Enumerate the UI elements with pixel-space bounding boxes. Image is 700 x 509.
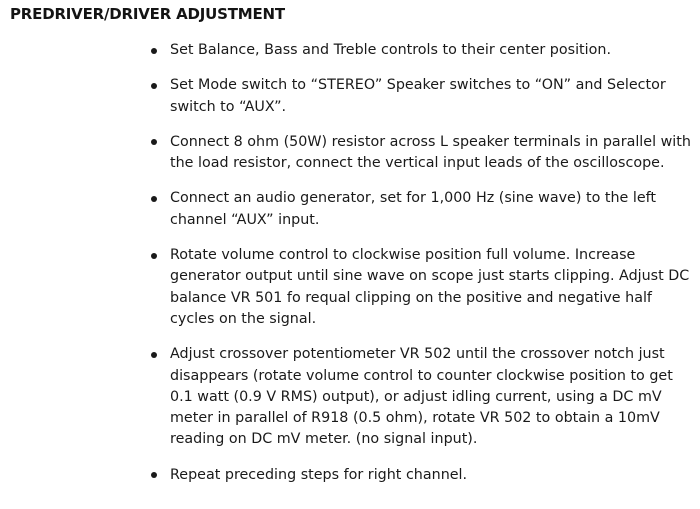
section-heading: PREDRIVER/DRIVER ADJUSTMENT	[10, 5, 285, 23]
step-text: Connect an audio generator, set for 1,000 Hz (sine wave) to the left channel “AUX” input.	[170, 190, 657, 228]
step-text: Set Mode switch to “STEREO” Speaker switches to “ON” and Selector switch to “AUX”.	[170, 77, 666, 115]
step-text: Adjust crossover potentiometer VR 502 until the crossover notch just disappears (rotate volume control to counter clockwise position to get 0.1 watt (0.9 V RMS) output), or adjust idling current, using a DC mV meter in parallel of R918 (0.5 ohm), rotate VR 502 to obtain a 10mV reading on DC mV meter. (no signal input).	[170, 346, 673, 448]
step-text: Set Balance, Bass and Treble controls to their center position.	[170, 42, 611, 58]
bullet-icon	[151, 352, 157, 358]
bullet-icon	[151, 472, 157, 478]
step-item	[148, 132, 696, 175]
step-text: Repeat preceding steps for right channel.	[170, 466, 468, 483]
step-item	[148, 245, 696, 330]
step-text: Rotate volume control to clockwise position full volume. Increase generator output until sine wave on scope just starts clipping. Adjust DC balance VR 501 fo requal clipping on the positive and negative half cycles on the signal.	[170, 247, 690, 327]
bullet-icon	[151, 83, 157, 89]
step-text: Connect 8 ohm (50W) resistor across L speaker terminals in parallel with the load resistor, connect the vertical input leads of the oscilloscope.	[170, 133, 691, 172]
bullet-icon	[151, 48, 157, 54]
step-item	[148, 465, 696, 486]
step-item	[148, 344, 696, 450]
step-item	[148, 40, 696, 61]
step-item	[148, 188, 696, 231]
adjustment-steps-list	[148, 40, 696, 500]
bullet-icon	[151, 139, 157, 145]
bullet-icon	[151, 253, 157, 259]
bullet-icon	[151, 196, 157, 202]
step-item	[148, 75, 696, 118]
